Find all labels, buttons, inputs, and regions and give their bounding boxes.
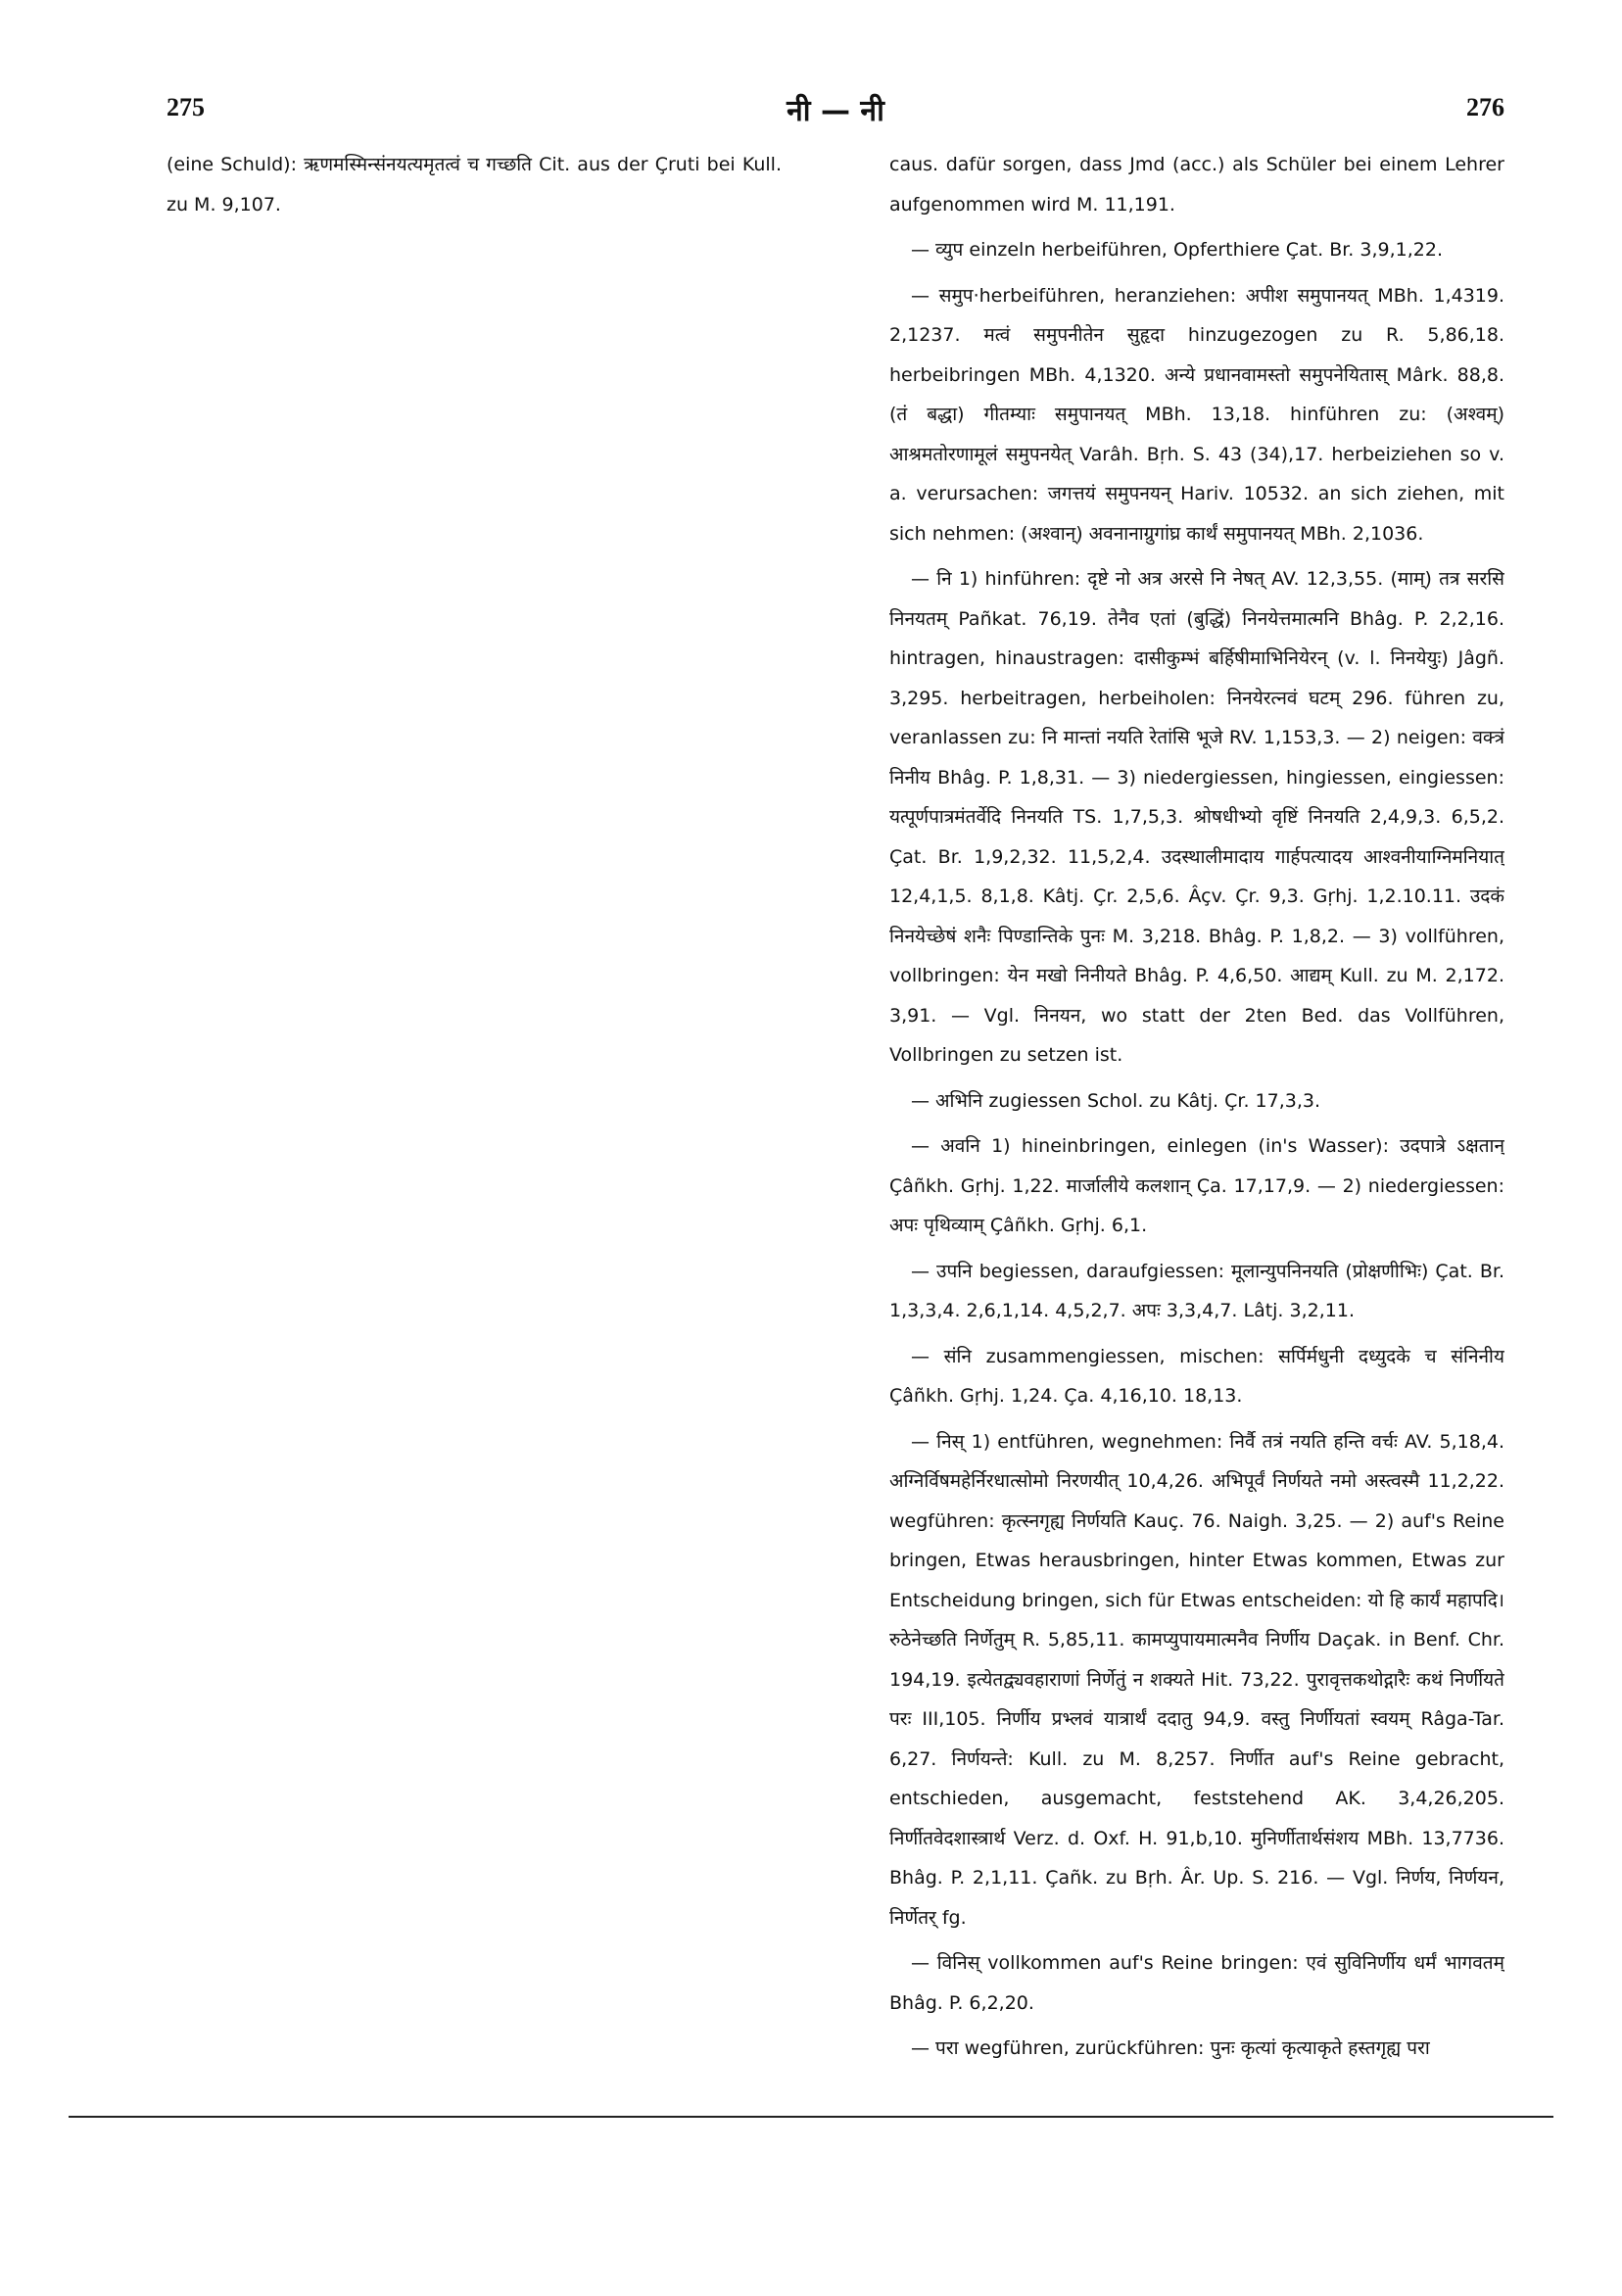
dictionary-entry: — उपनि begiessen, daraufgiessen: मूलान्युपनिनयति (प्रोक्षणीभिः) Çat. Br. 1,3,3,4. 2,6,1,14. 4,5,2,7. अपः 3,3,4,7. Lâtj. 3,2,11. xyxy=(889,1260,1504,1321)
dictionary-paragraph: (eine Schuld): ऋणमस्मिन्संनयत्यमृतत्वं च गच्छति Cit. aus der Çruti bei Kull. zu M. 9,107. xyxy=(167,154,782,215)
dictionary-entry: — परा wegführen, zurückführen: पुनः कृत्यां कृत्याकृते हस्तगृह्य परा xyxy=(911,2037,1430,2059)
running-head: नी — नी xyxy=(787,94,884,128)
dictionary-entry: — निस् 1) entführen, wegnehmen: निर्वै तत्रं नयति हन्ति वर्चः AV. 5,18,4. अग्निर्विषमहेर्निरधात्सोमो निरणयीत् 10,4,26. अभिपूर्वं निर्णयते नमो अस्त्वस्मै 11,2,22. wegführen: कृत्स्नगृह्य निर्णयति Kauç. 76. Naigh. 3,25. — 2) auf's Reine bringen, Etwas herausbringen, hinter Etwas kommen, Etwas zur Entscheidung bringen, sich für Etwas entscheiden: यो हि कार्यं महापदि। रुठेनेच्छति निर्णेतुम् R. 5,85,11. कामप्युपायमात्मनैव निर्णीय Daçak. in Benf. Chr. 194,19. इत्येतद्व्यवहाराणां निर्णेतुं न शक्यते Hit. 73,22. पुरावृत्तकथोद्गारैः कथं निर्णीयते परः III,105. निर्णीय प्रभ्लवं यात्रार्थं ददातु 94,9. वस्तु निर्णीयतां स्वयम् Râga-Tar. 6,27. निर्णयन्ते: Kull. zu M. 8,257. निर्णीत auf's Reine gebracht, entschieden, ausgemacht, feststehend AK. 3,4,26,205. निर्णीतवेदशास्त्रार्थ Verz. d. Oxf. H. 91,b,10. मुनिर्णीतार्थसंशय MBh. 13,7736. Bhâg. P. 2,1,11. Çañk. zu Bṛh. Âr. Up. S. 216. — Vgl. निर्णय, निर्णयन, निर्णेतर् fg. xyxy=(889,1430,1504,1929)
page-number-left: 275 xyxy=(167,93,205,121)
dictionary-entry: — अभिनि zugiessen Schol. zu Kâtj. Çr. 17,3,3. xyxy=(911,1089,1320,1112)
dictionary-entry: — नि 1) hinführen: दृष्टे नो अत्र अरसे नि नेषत् AV. 12,3,55. (माम्) तत्र सरसि निनयतम् Pañkat. 76,19. तेनैव एतां (बुद्धिं) निनयेत्तमात्मनि Bhâg. P. 2,2,16. hintragen, hinaustragen: दासीकुम्भं बर्हिषीमाभिनियेरन् (v. l. निनयेयुः) Jâgñ. 3,295. herbeitragen, herbeiholen: निनयेरत्नवं घटम् 296. führen zu, veranlassen zu: नि मान्तां नयति रेतांसि भूजे RV. 1,153,3. — 2) neigen: वक्त्रं निनीय Bhâg. P. 1,8,31. — 3) niedergiessen, hingiessen, eingiessen: यत्पूर्णपात्रमंतर्वेदि निनयति TS. 1,7,5,3. श्रोषधीभ्यो वृष्टिं निनयति 2,4,9,3. 6,5,2. Çat. Br. 1,9,2,32. 11,5,2,4. उदस्थालीमादाय गार्हपत्यादय आश्वनीयाग्निमनियात् 12,4,1,5. 8,1,8. Kâtj. Çr. 2,5,6. Âçv. Çr. 9,3. Gṛhj. 1,2.10.11. उदकं निनयेच्छेषं शनैः पिण्डान्तिके पुनः M. 3,218. Bhâg. P. 1,8,2. — 3) vollführen, vollbringen: येन मखो निनीयते Bhâg. P. 4,6,50. आद्यम् Kull. zu M. 2,172. 3,91. — Vgl. निनयन, wo statt der 2ten Bed. das Vollführen, Vollbringen zu setzen ist. xyxy=(889,568,1504,1066)
page-number-right: 276 xyxy=(1466,93,1504,121)
footer-rule xyxy=(69,2116,1553,2118)
dictionary-entry: — विनिस् vollkommen auf's Reine bringen: एवं सुविनिर्णीय धर्मं भागवतम् Bhâg. P. 6,2,20. xyxy=(889,1952,1504,2014)
right-column xyxy=(889,145,1504,2084)
dictionary-entry: — समुप·herbeiführen, heranziehen: अपीश समुपानयत् MBh. 1,4319. 2,1237. मत्वं समुपनीतेन सुहृदा hinzugezogen zu R. 5,86,18. herbeibringen MBh. 4,1320. अन्ये प्रधानवामस्तो समुपनेयितास् Mârk. 88,8. (तं बद्धा) गीतम्याः समुपानयत् MBh. 13,18. hinführen zu: (अश्वम्) आश्रमतोरणामूलं समुपनयेत् Varâh. Bṛh. S. 43 (34),17. herbeiziehen so v. a. verursachen: जगत्तयं समुपनयन् Hariv. 10532. an sich ziehen, mit sich nehmen: (अश्वान्) अवनानाग्रुगांघ्र कार्थं समुपानयत् MBh. 2,1036. xyxy=(889,284,1504,545)
dictionary-entry: — अवनि 1) hineinbringen, einlegen (in's Wasser): उदपात्रे ऽक्षतान् Çâñkh. Gṛhj. 1,22. मार्जालीये कलशान् Ça. 17,17,9. — 2) niedergiessen: अपः पृथिव्याम् Çâñkh. Gṛhj. 6,1. xyxy=(889,1135,1504,1236)
page-header xyxy=(167,93,1504,132)
dictionary-entry: — संनि zusammengiessen, mischen: सर्पिर्मधुनी दध्युदके च संनिनीय Çâñkh. Gṛhj. 1,24. Ça. 4,16,10. 18,13. xyxy=(889,1345,1504,1407)
dictionary-paragraph: caus. dafür sorgen, dass Jmd (acc.) als Schüler bei einem Lehrer aufgenommen wird M. 11,191. xyxy=(889,154,1504,215)
dictionary-entry: — व्युप einzeln herbeiführen, Opferthiere Çat. Br. 3,9,1,22. xyxy=(911,239,1443,261)
left-column xyxy=(167,145,782,2084)
